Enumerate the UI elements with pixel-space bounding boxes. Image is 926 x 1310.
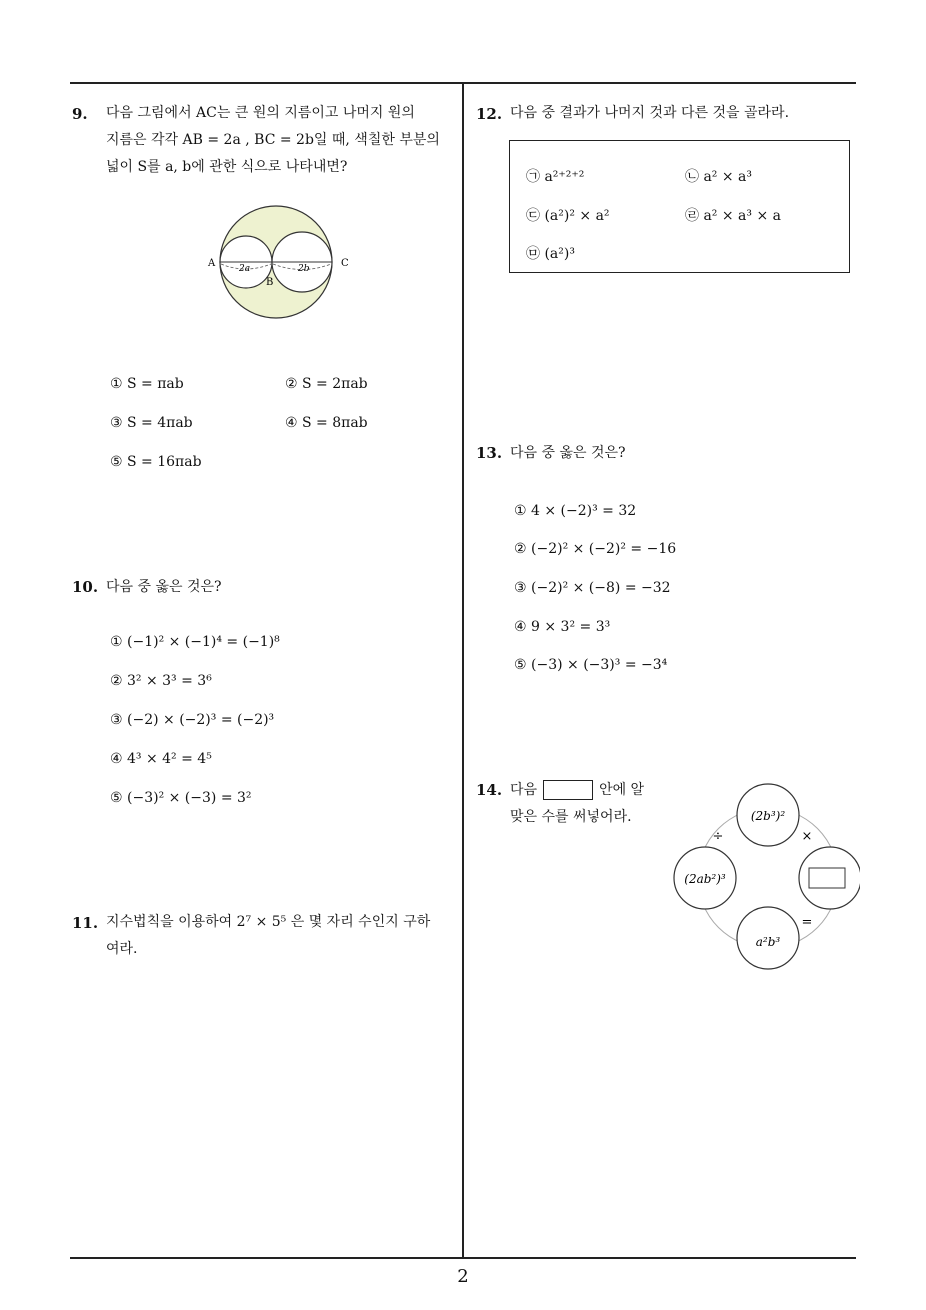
answer-blank[interactable]: [809, 868, 845, 888]
option-3[interactable]: ③ (−2)² × (−8) = −32: [514, 580, 671, 596]
option-3[interactable]: ③ (−2) × (−2)³ = (−2)³: [110, 712, 275, 728]
question-text: 다음 중 옳은 것은?: [106, 579, 222, 595]
question-text-line: 맞은 수를 써넣어라.: [510, 809, 632, 825]
question-text-line: 여라.: [106, 941, 138, 957]
option-4[interactable]: ④ 4³ × 4² = 4⁵: [110, 751, 212, 767]
cycle-diagram: [670, 782, 860, 972]
question-number: 11.: [72, 914, 99, 932]
choice-b[interactable]: ㉡ a² × a³: [685, 169, 752, 185]
choice-d[interactable]: ㉣ a² × a³ × a: [685, 208, 781, 224]
option-2[interactable]: ② 3² × 3³ = 3⁶: [110, 673, 212, 689]
question-text: 다음 중 옳은 것은?: [510, 445, 626, 461]
label-2b: 2b: [298, 264, 310, 274]
question-text-line: [510, 777, 675, 804]
expr-bottom: a²b³: [755, 935, 781, 949]
question-number: 14.: [476, 781, 503, 799]
option-2[interactable]: ② (−2)² × (−2)² = −16: [514, 541, 677, 557]
question-text-line: 지수법칙을 이용하여 2⁷ × 5⁵ 은 몇 자리 수인지 구하: [106, 914, 431, 930]
option-5[interactable]: ⑤ (−3) × (−3)³ = −3⁴: [514, 657, 668, 673]
option-1[interactable]: ① 4 × (−2)³ = 32: [514, 503, 637, 519]
column-divider: [462, 82, 464, 1258]
option-4[interactable]: ④ S = 8πab: [285, 415, 368, 431]
option-1[interactable]: ① (−1)² × (−1)⁴ = (−1)⁸: [110, 634, 280, 650]
label-a: A: [208, 258, 216, 269]
question-text-line: 지름은 각각 AB = 2a , BC = 2b일 때, 색칠한 부분의: [106, 132, 440, 148]
op-divide: ÷: [712, 829, 724, 844]
question-number: 9.: [72, 105, 88, 123]
question-text-line: 넓이 S를 a, b에 관한 식으로 나타내면?: [106, 159, 348, 175]
question-text: 다음 중 결과가 나머지 것과 다른 것을 골라라.: [510, 105, 790, 121]
answer-box[interactable]: [543, 780, 593, 800]
question-text-line: 다음 그림에서 AC는 큰 원의 지름이고 나머지 원의: [106, 105, 415, 121]
option-5[interactable]: ⑤ S = 16πab: [110, 454, 202, 470]
bottom-rule: [70, 1257, 856, 1259]
text-after-box: 안에 알: [599, 782, 645, 798]
option-2[interactable]: ② S = 2πab: [285, 376, 368, 392]
question-number: 10.: [72, 578, 99, 596]
option-1[interactable]: ① S = πab: [110, 376, 184, 392]
option-3[interactable]: ③ S = 4πab: [110, 415, 193, 431]
option-4[interactable]: ④ 9 × 3² = 3³: [514, 619, 611, 635]
op-equals: =: [801, 915, 813, 930]
choice-e[interactable]: ㉤ (a²)³: [526, 246, 575, 262]
choice-c[interactable]: ㉢ (a²)² × a²: [526, 208, 610, 224]
circles-figure: [200, 195, 360, 330]
label-b: B: [266, 277, 274, 288]
text-before-box: 다음: [510, 782, 538, 798]
question-text: [510, 777, 675, 831]
expr-left: (2ab²)³: [684, 872, 726, 886]
option-5[interactable]: ⑤ (−3)² × (−3) = 3²: [110, 790, 252, 806]
question-number: 12.: [476, 105, 503, 123]
question-text: [106, 909, 461, 963]
op-multiply: ×: [801, 829, 813, 844]
page-number: 2: [457, 1266, 469, 1287]
label-c: C: [341, 258, 349, 269]
choice-a[interactable]: ㉠ a²⁺²⁺²: [526, 169, 585, 185]
label-2a: 2a: [239, 264, 251, 274]
question-number: 13.: [476, 444, 503, 462]
expr-top: (2b³)²: [750, 809, 786, 823]
question-text: [106, 100, 461, 181]
